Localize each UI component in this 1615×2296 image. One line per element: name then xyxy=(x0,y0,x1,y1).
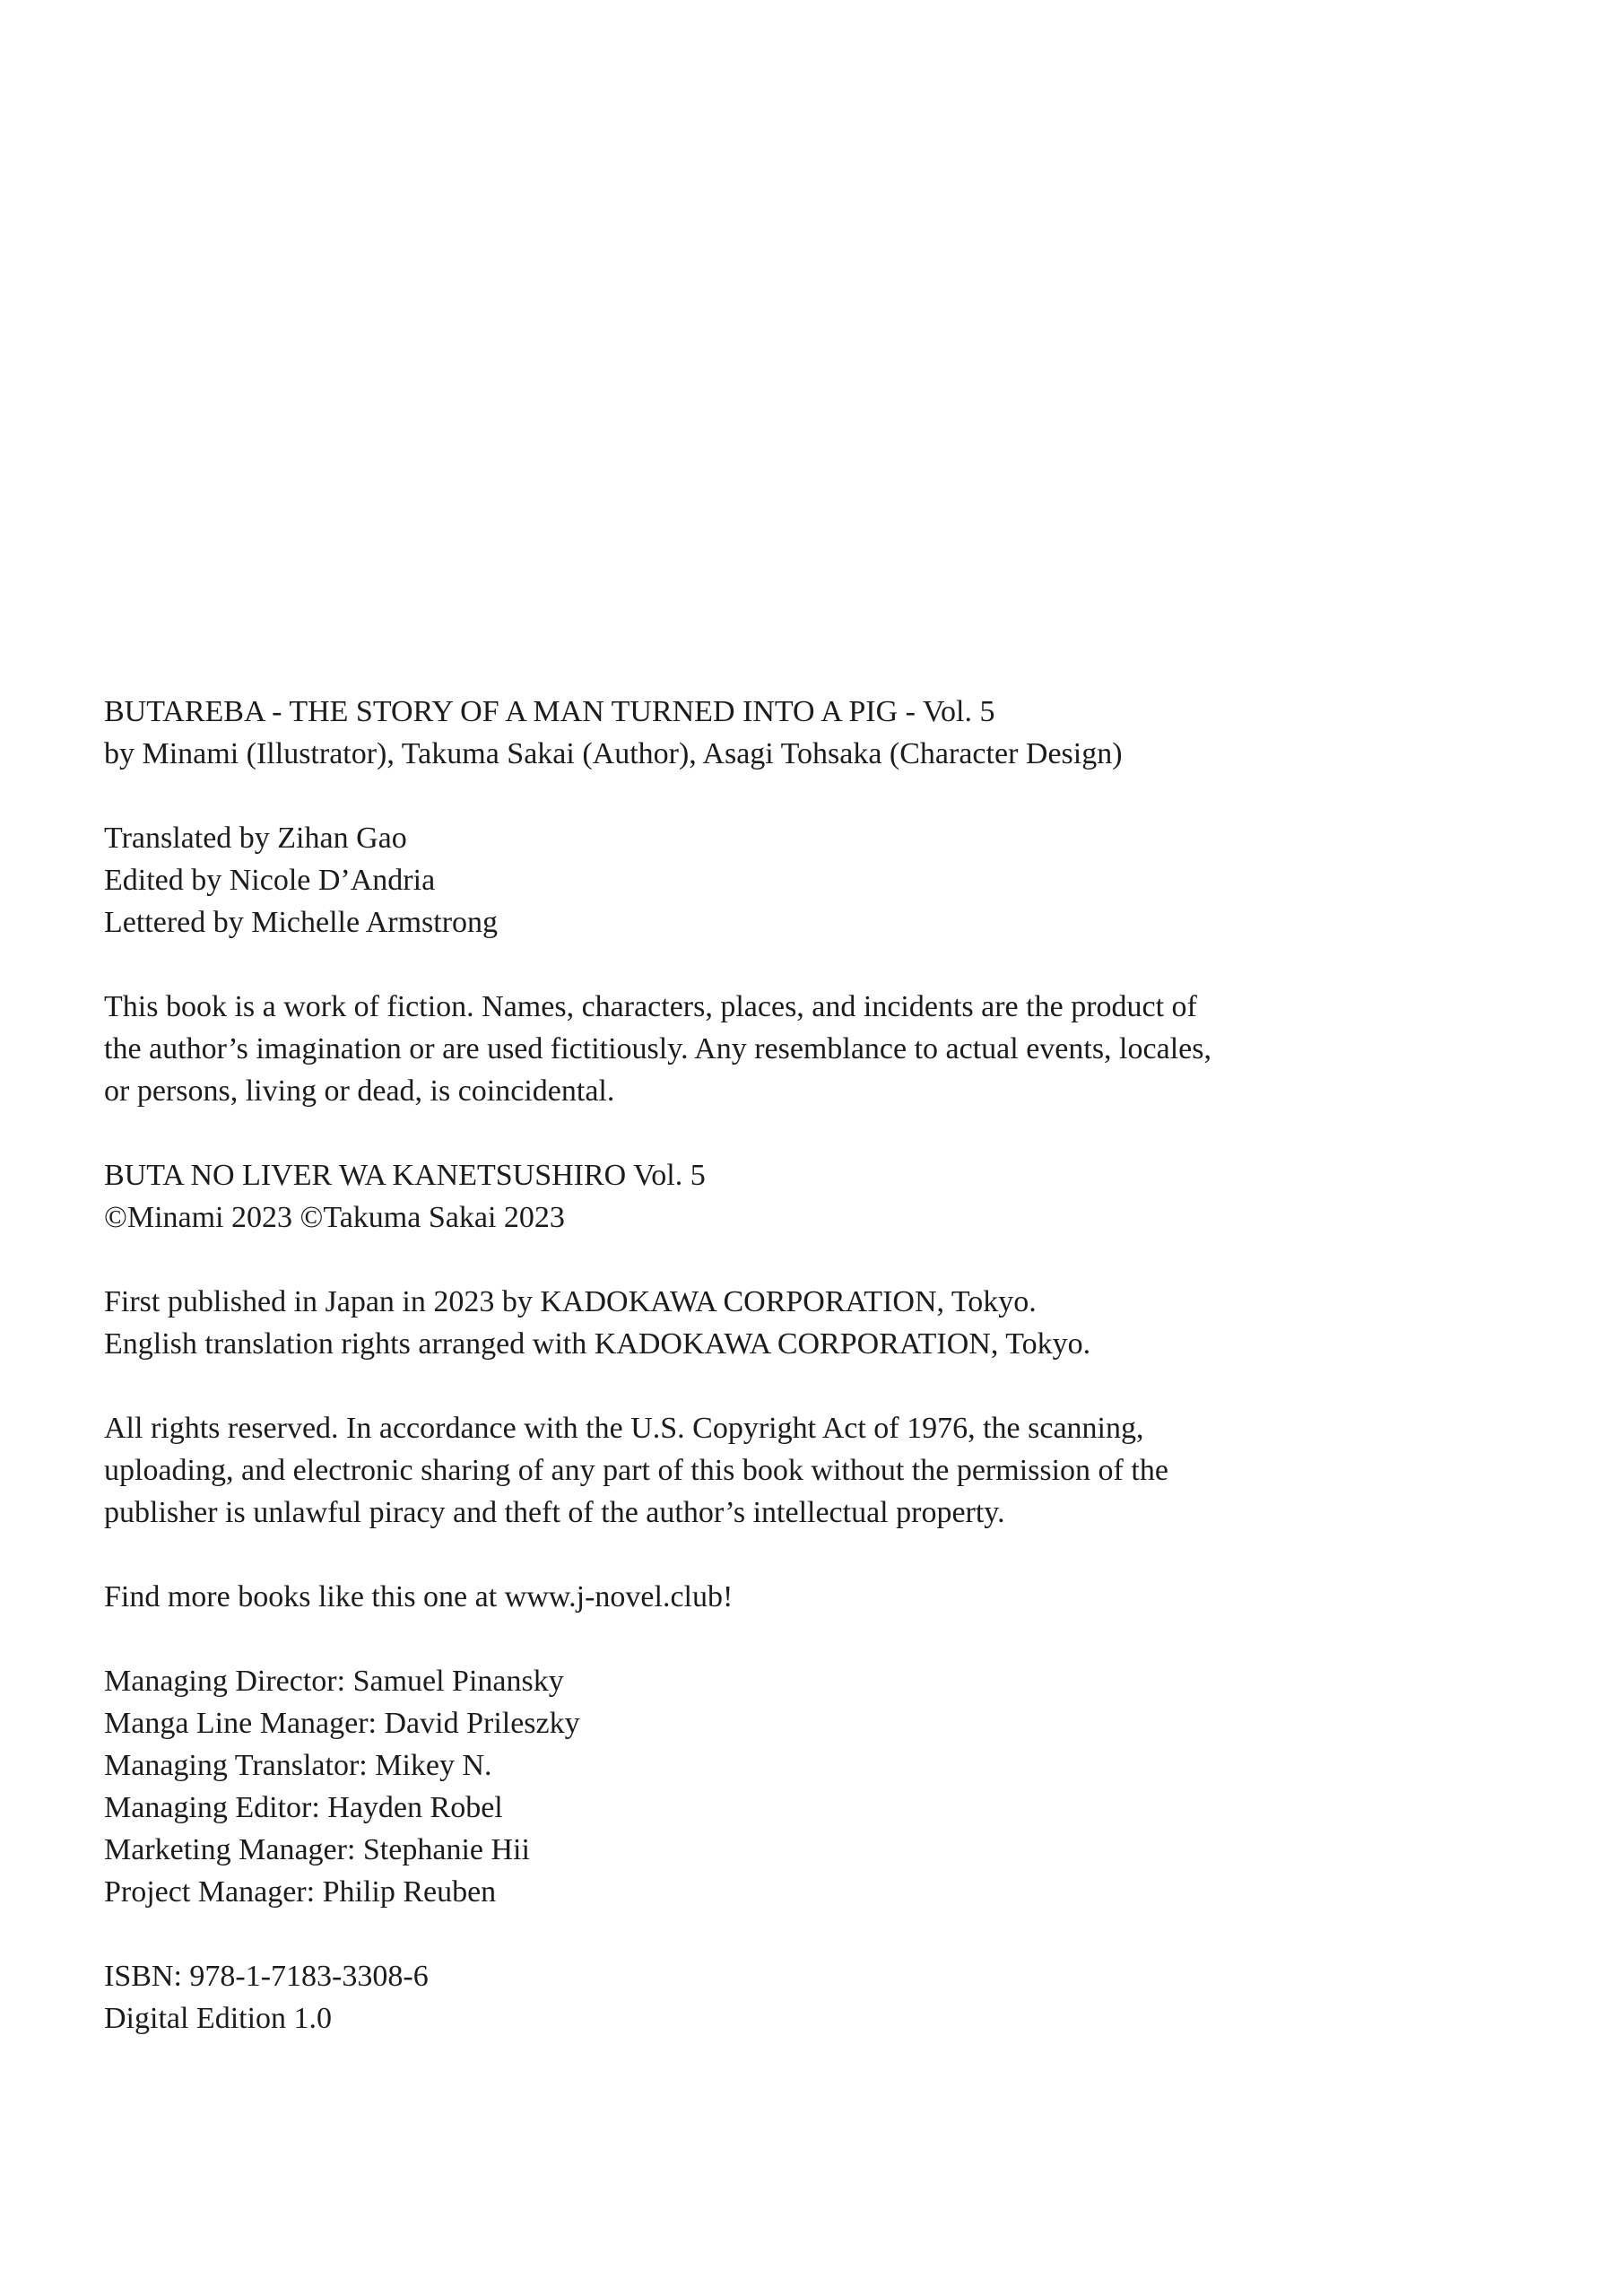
localization-staff xyxy=(104,817,1539,944)
text-line: or persons, living or dead, is coincidental. xyxy=(104,1074,615,1108)
text-line: Digital Edition 1.0 xyxy=(104,2002,333,2035)
text-line: Manga Line Manager: David Prileszky xyxy=(104,1707,580,1740)
text-line: All rights reserved. In accordance with the U.S. Copyright Act of 1976, the scanning, xyxy=(104,1412,1144,1445)
text-line: First published in Japan in 2023 by KADOKAWA CORPORATION, Tokyo. xyxy=(104,1285,1037,1318)
text-line: ISBN: 978-1-7183-3308-6 xyxy=(104,1960,429,1993)
text-line: Find more books like this one at www.j-novel.club! xyxy=(104,1580,734,1613)
colophon xyxy=(104,691,1539,2039)
text-line: This book is a work of fiction. Names, characters, places, and incidents are the product of xyxy=(104,990,1197,1023)
text-line: by Minami (Illustrator), Takuma Sakai (Author), Asagi Tohsaka (Character Design) xyxy=(104,737,1123,770)
website-promo xyxy=(104,1576,1539,1618)
isbn-edition xyxy=(104,1955,1539,2039)
staff-list xyxy=(104,1660,1539,1913)
japanese-title-copyright xyxy=(104,1154,1539,1239)
text-line: the author’s imagination or are used fictitiously. Any resemblance to actual events, locales, xyxy=(104,1032,1211,1065)
text-line: Managing Translator: Mikey N. xyxy=(104,1749,492,1782)
text-line: English translation rights arranged with KADOKAWA CORPORATION, Tokyo. xyxy=(104,1327,1091,1361)
text-line: publisher is unlawful piracy and theft of the author’s intellectual property. xyxy=(104,1496,1005,1529)
text-line: ©Minami 2023 ©Takuma Sakai 2023 xyxy=(104,1201,565,1234)
text-line: Lettered by Michelle Armstrong xyxy=(104,906,499,939)
text-line: Marketing Manager: Stephanie Hii xyxy=(104,1833,530,1866)
rights-notice xyxy=(104,1407,1539,1534)
text-line: Translated by Zihan Gao xyxy=(104,822,407,855)
text-line: BUTAREBA - THE STORY OF A MAN TURNED INTO A PIG - Vol. 5 xyxy=(104,695,995,728)
text-line: uploading, and electronic sharing of any part of this book without the permission of the xyxy=(104,1454,1168,1487)
text-line: Managing Director: Samuel Pinansky xyxy=(104,1665,564,1698)
fiction-disclaimer xyxy=(104,986,1539,1112)
title-credits xyxy=(104,691,1539,775)
text-line: Edited by Nicole D’Andria xyxy=(104,864,436,897)
text-line: Project Manager: Philip Reuben xyxy=(104,1875,497,1909)
text-line: BUTA NO LIVER WA KANETSUSHIRO Vol. 5 xyxy=(104,1159,706,1192)
publication-info xyxy=(104,1281,1539,1365)
text-line: Managing Editor: Hayden Robel xyxy=(104,1791,503,1824)
